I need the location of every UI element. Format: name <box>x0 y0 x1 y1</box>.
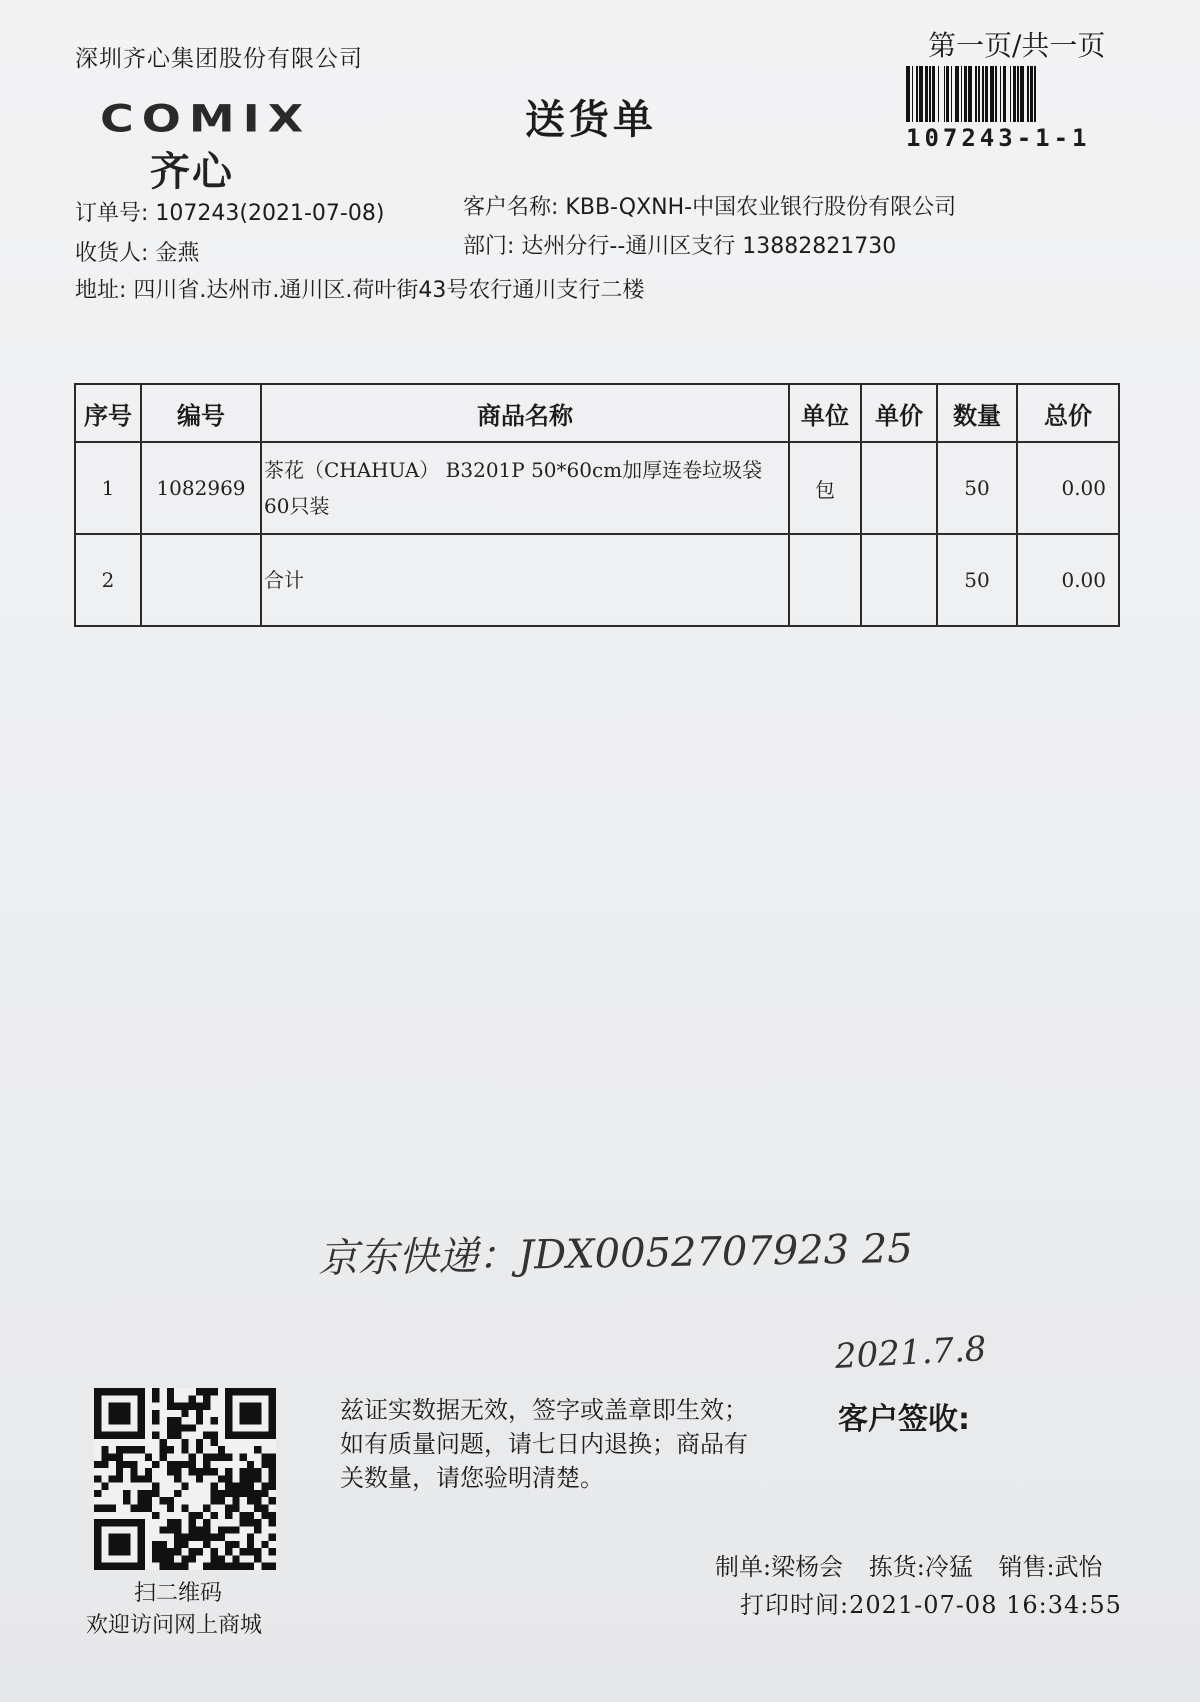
maker: 制单:梁杨会 <box>715 1553 844 1581</box>
receiver-label: 收货人: <box>75 241 149 266</box>
address-value: 四川省.达州市.通川区.荷叶街43号农行通川支行二楼 <box>133 278 645 303</box>
row-code: 1082969 <box>141 442 261 534</box>
row-seq: 1 <box>75 442 141 534</box>
address-label: 地址: <box>75 278 127 303</box>
row-seq: 2 <box>75 534 141 626</box>
table-row <box>75 534 1119 626</box>
row-total: 0.00 <box>1017 534 1119 626</box>
customer-label: 客户名称: <box>463 195 559 220</box>
header-unit: 单位 <box>789 384 861 442</box>
picker: 拣货:冷猛 <box>868 1553 973 1581</box>
print-time: 打印时间:2021-07-08 16:34:55 <box>740 1591 1122 1619</box>
receiver-field <box>75 236 199 267</box>
qr-code-icon <box>94 1388 276 1570</box>
notice-text: 兹证实数据无效，签字或盖章即生效；如有质量问题，请七日内退换；商品有关数量，请您验明清楚。 <box>340 1396 748 1492</box>
header-price: 单价 <box>861 384 937 442</box>
comix-logo-chinese: 齐心 <box>150 149 234 195</box>
row-price <box>861 442 937 534</box>
order-value: 107243(2021-07-08) <box>155 201 385 226</box>
row-price <box>861 534 937 626</box>
customer-sign-label: 客户签收: <box>838 1402 970 1437</box>
header-code: 编号 <box>141 384 261 442</box>
comix-logo-text: COMIX <box>100 96 312 141</box>
page-info: 第一页/共一页 <box>928 29 1106 62</box>
receiver-value: 金燕 <box>155 241 200 266</box>
department-value: 达州分行--通川区支行 13882821730 <box>521 234 897 259</box>
barcode-icon <box>906 66 1122 122</box>
goods-table <box>74 383 1120 627</box>
barcode-number: 107243-1-1 <box>906 124 1091 152</box>
customer-value: KBB-QXNH-中国农业银行股份有限公司 <box>565 195 957 220</box>
customer-name-field <box>463 190 956 221</box>
row-name <box>261 442 789 534</box>
header-total: 总价 <box>1017 384 1119 442</box>
department-label: 部门: <box>463 234 515 259</box>
row-qty: 50 <box>937 534 1017 626</box>
qr-caption-shop: 欢迎访问网上商城 <box>86 1613 263 1638</box>
header-qty: 数量 <box>937 384 1017 442</box>
row-unit: 包 <box>789 442 861 534</box>
header-name: 商品名称 <box>261 384 789 442</box>
row-unit <box>789 534 861 626</box>
row-qty: 50 <box>937 442 1017 534</box>
department-field <box>463 229 896 260</box>
row-total: 0.00 <box>1017 442 1119 534</box>
order-number-field <box>75 196 384 227</box>
handwritten-tracking-note: 京东快递：JDX0052707923 25 <box>317 1225 914 1283</box>
row-name: 合计 <box>261 534 789 626</box>
order-label: 订单号: <box>75 201 149 226</box>
address-field <box>75 273 644 304</box>
table-header-row <box>75 384 1119 442</box>
table-row <box>75 442 1119 534</box>
sales: 销售:武怡 <box>998 1553 1103 1581</box>
row-name-line1: 茶花（CHAHUA） B3201P 50*60cm加厚连卷垃圾袋 <box>264 458 763 482</box>
handwritten-date: 2021.7.8 <box>834 1329 988 1377</box>
company-name: 深圳齐心集团股份有限公司 <box>75 46 363 72</box>
document-title: 送货单 <box>525 97 657 143</box>
qr-caption: 扫二维码 <box>134 1581 223 1606</box>
header-seq: 序号 <box>75 384 141 442</box>
staff-line <box>715 1547 1121 1582</box>
row-name-line2: 60只装 <box>264 494 330 518</box>
row-code <box>141 534 261 626</box>
